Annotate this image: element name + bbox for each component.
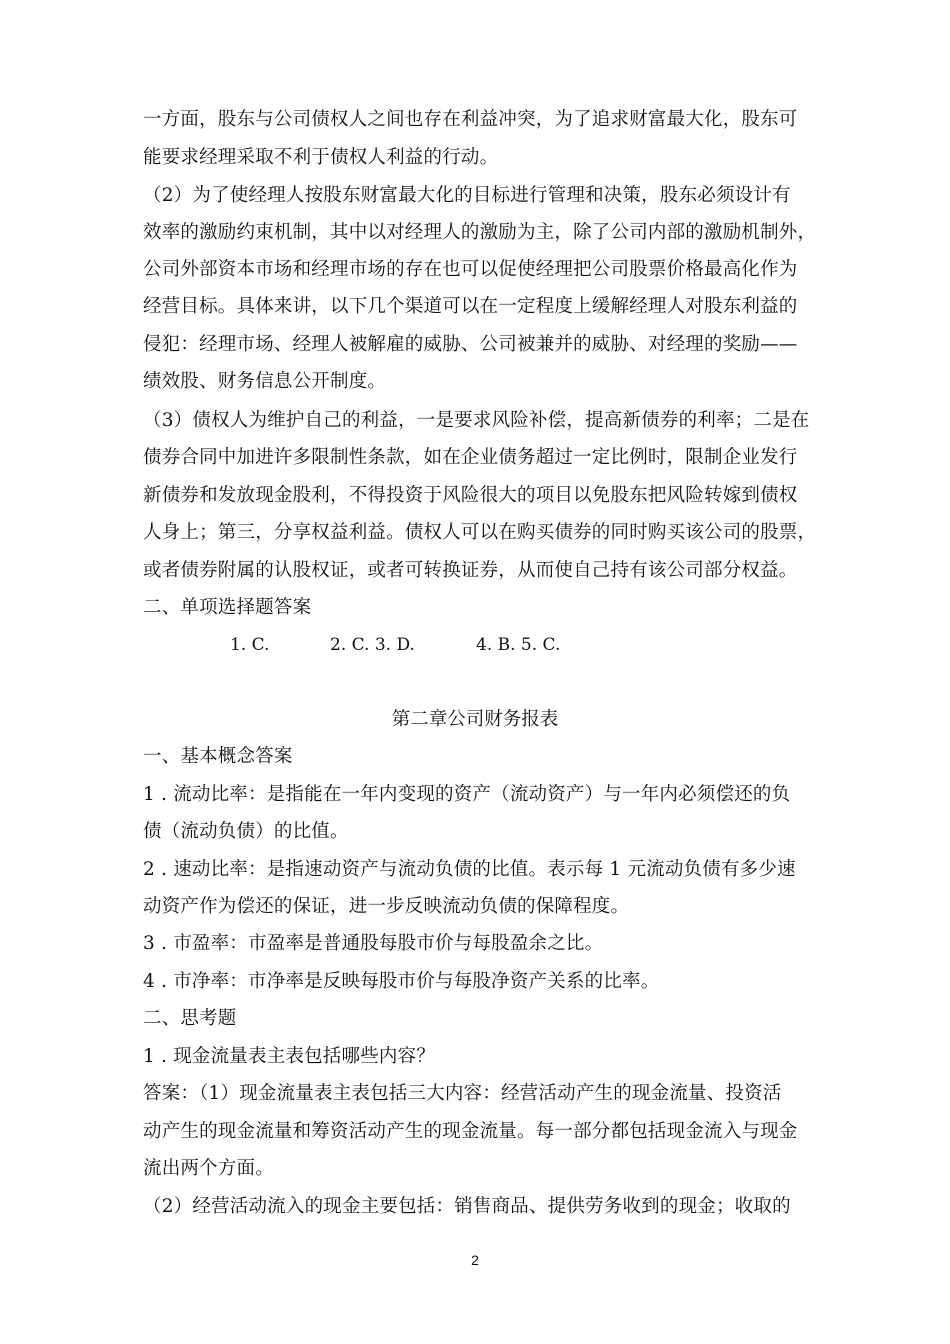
paragraph-line: 流出两个方面。 <box>143 1158 274 1179</box>
question-line: 1 . 现金流量表主表包括哪些内容？ <box>143 1046 436 1067</box>
paragraph-line: 新债券和发放现金股利，不得投资于风险很大的项目以免股东把风险转嫁到债权 <box>143 485 798 506</box>
paragraph-line: 公司外部资本市场和经理市场的存在也可以促使经理把公司股票价格最高化作为 <box>143 259 798 280</box>
paragraph-line: 效率的激励约束机制，其中以对经理人的激励为主，除了公司内部的激励机制外， <box>143 222 817 243</box>
answer-2-3: 2. C. 3. D. <box>330 635 415 655</box>
paragraph-line: 或者债券附属的认股权证，或者可转换证券，从而使自己持有该公司部分权益。 <box>143 560 798 581</box>
paragraph-line: （2）经营活动流入的现金主要包括：销售商品、提供劳务收到的现金；收取的 <box>143 1196 791 1217</box>
paragraph-line: 债（流动负债）的比值。 <box>143 821 349 842</box>
paragraph-line: 1 . 流动比率：是指能在一年内变现的资产（流动资产）与一年内必须偿还的负 <box>143 784 791 805</box>
section-heading: 二、思考题 <box>143 1008 237 1029</box>
paragraph-line: 动资产作为偿还的保证，进一步反映流动负债的保障程度。 <box>143 896 630 917</box>
paragraph-line: 能要求经理采取不利于债权人利益的行动。 <box>143 147 499 168</box>
answer-list <box>230 633 560 657</box>
paragraph-line: 人身上；第三，分享权益利益。债权人可以在购买债券的同时购买该公司的股票， <box>143 522 817 543</box>
paragraph-line: （3）债权人为维护自己的利益，一是要求风险补偿，提高新债券的利率；二是在 <box>143 410 810 431</box>
paragraph-line: 一方面，股东与公司债权人之间也存在利益冲突，为了追求财富最大化，股东可 <box>143 109 798 130</box>
answer-4-5: 4. B. 5. C. <box>476 635 561 655</box>
paragraph-line: 4 . 市净率：市净率是反映每股市价与每股净资产关系的比率。 <box>143 971 660 992</box>
paragraph-line: 侵犯：经理市场、经理人被解雇的威胁、公司被兼并的威胁、对经理的奖励—— <box>143 334 798 355</box>
page-number: 2 <box>471 1252 479 1268</box>
paragraph-line: 绩效股、财务信息公开制度。 <box>143 371 387 392</box>
chapter-title: 第二章公司财务报表 <box>391 709 559 730</box>
section-heading: 一、基本概念答案 <box>143 746 293 767</box>
paragraph-line: 债券合同中加进许多限制性条款，如在企业债务超过一定比例时，限制企业发行 <box>143 447 798 468</box>
paragraph-line: 3 . 市盈率：市盈率是普通股每股市价与每股盈余之比。 <box>143 933 604 954</box>
paragraph-line: 动产生的现金流量和筹资活动产生的现金流量。每一部分都包括现金流入与现金 <box>143 1121 798 1142</box>
paragraph-line: （2）为了使经理人按股东财富最大化的目标进行管理和决策，股东必须设计有 <box>143 185 791 206</box>
section-heading: 二、单项选择题答案 <box>143 597 312 618</box>
paragraph-line: 经营目标。具体来讲，以下几个渠道可以在一定程度上缓解经理人对股东利益的 <box>143 296 798 317</box>
paragraph-line: 2 . 速动比率：是指速动资产与流动负债的比值。表示每 1 元流动负债有多少速 <box>143 859 796 880</box>
answer-1: 1. C. <box>230 635 270 655</box>
paragraph-line: 答案：（1）现金流量表主表包括三大内容：经营活动产生的现金流量、投资活 <box>143 1083 782 1104</box>
